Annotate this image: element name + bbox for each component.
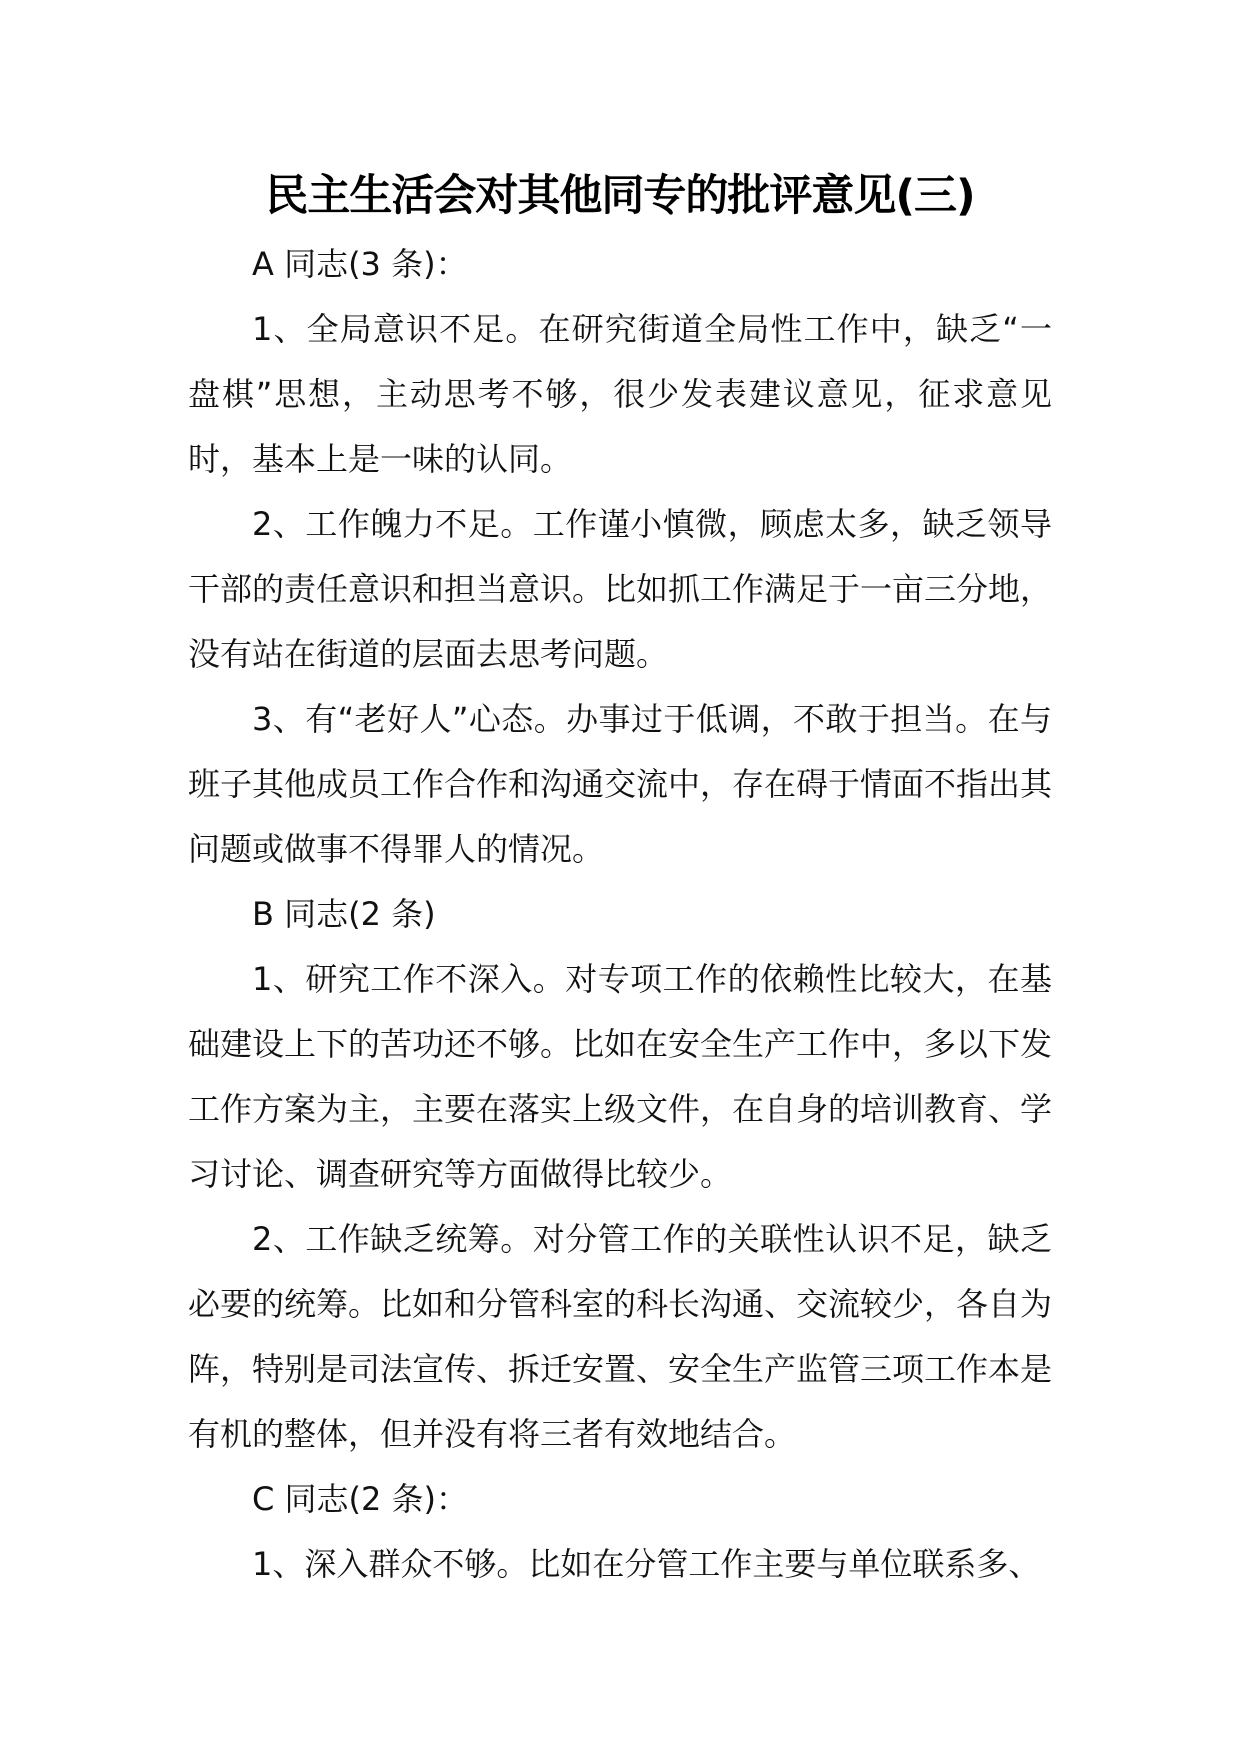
section-b-heading: B 同志(2 条) — [252, 895, 436, 933]
document-title: 民主生活会对其他同专的批评意见(三) — [265, 171, 975, 221]
section-a-heading: A 同志(3 条)： — [252, 245, 468, 283]
section-b-item-1: 1、研究工作不深入。对专项工作的依赖性比较大，在基础建设上下的苦功还不够。比如在安全生产工作中，多以下发工作方案为主，主要在落实上级文件，在自身的培训教育、学习讨论、调查研究等方面做得比较少。 — [188, 960, 1053, 1193]
section-b-item-2: 2、工作缺乏统筹。对分管工作的关联性认识不足，缺乏必要的统筹。比如和分管科室的科长沟通、交流较少，各自为阵，特别是司法宣传、拆迁安置、安全生产监管三项工作本是有机的整体，但并没有将三者有效地结合。 — [188, 1220, 1053, 1453]
section-c-heading: C 同志(2 条)： — [252, 1480, 469, 1518]
section-a-item-3: 3、有“老好人”心态。办事过于低调，不敢于担当。在与班子其他成员工作合作和沟通交流中，存在碍于情面不指出其问题或做事不得罪人的情况。 — [188, 700, 1053, 868]
document-body — [188, 232, 1052, 1597]
section-a-item-2: 2、工作魄力不足。工作谨小慎微，顾虑太多，缺乏领导干部的责任意识和担当意识。比如抓工作满足于一亩三分地，没有站在街道的层面去思考问题。 — [188, 505, 1053, 673]
section-a-item-1: 1、全局意识不足。在研究街道全局性工作中，缺乏“一盘棋”思想，主动思考不够，很少发表建议意见，征求意见时，基本上是一味的认同。 — [188, 310, 1052, 478]
section-c-item-1: 1、深入群众不够。比如在分管工作主要与单位联系多、 — [252, 1545, 1041, 1583]
